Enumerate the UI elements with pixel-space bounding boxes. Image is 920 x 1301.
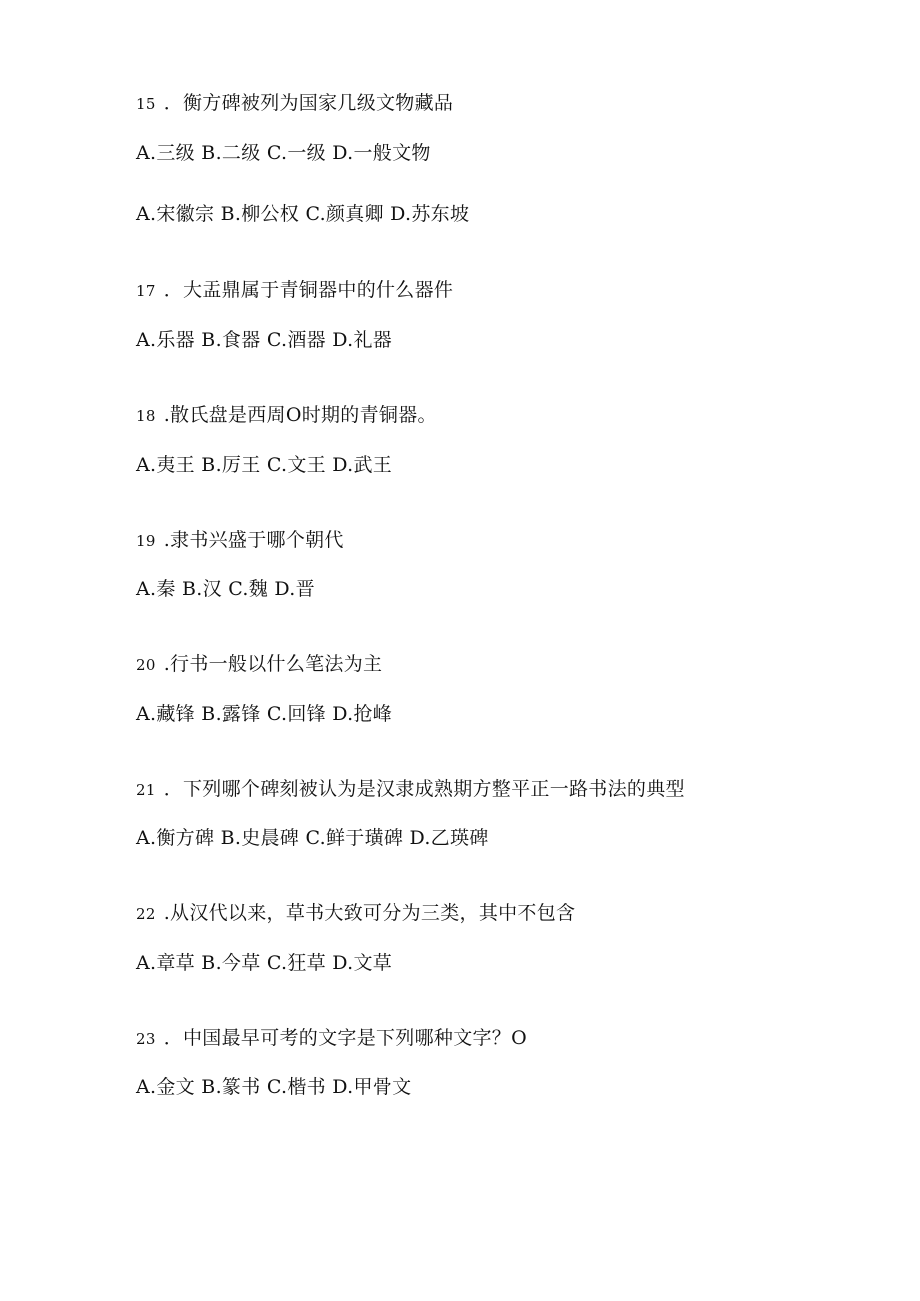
question-17 bbox=[136, 278, 453, 303]
question-number: 22 bbox=[136, 905, 156, 923]
options-text: A.金文 B.篆书 C.楷书 D.甲骨文 bbox=[136, 1076, 412, 1098]
question-20 bbox=[136, 652, 382, 677]
question-21 bbox=[136, 777, 685, 802]
question-text: .行书一般以什么笔法为主 bbox=[163, 653, 383, 675]
options-21 bbox=[136, 826, 489, 850]
question-number: 19 bbox=[136, 532, 156, 550]
question-19 bbox=[136, 528, 344, 553]
question-18 bbox=[136, 403, 437, 428]
question-text: .隶书兴盛于哪个朝代 bbox=[163, 529, 344, 551]
question-number: 15 bbox=[136, 95, 156, 113]
options-23 bbox=[136, 1075, 411, 1099]
question-text: ．衡方碑被列为国家几级文物藏品 bbox=[163, 92, 454, 114]
question-text: .从汉代以来，草书大致可分为三类，其中不包含 bbox=[163, 902, 576, 924]
options-text: A.藏锋 B.露锋 C.回锋 D.抢峰 bbox=[136, 703, 393, 725]
options-18 bbox=[136, 453, 392, 477]
options-text: A.三级 B.二级 C.一级 D.一般文物 bbox=[136, 142, 431, 164]
question-text: ．中国最早可考的文字是下列哪种文字？O bbox=[163, 1027, 527, 1049]
options-text: A.秦 B.汉 C.魏 D.晋 bbox=[136, 578, 315, 600]
options-15 bbox=[136, 141, 431, 165]
options-20 bbox=[136, 702, 392, 726]
options-text: A.衡方碑 B.史晨碑 C.鲜于璜碑 D.乙瑛碑 bbox=[136, 827, 489, 849]
question-number: 17 bbox=[136, 282, 156, 300]
options-text: A.章草 B.今草 C.狂草 D.文草 bbox=[136, 952, 393, 974]
options-text: A.乐器 B.食器 C.酒器 D.礼器 bbox=[136, 329, 393, 351]
question-number: 23 bbox=[136, 1030, 156, 1048]
question-text: ．下列哪个碑刻被认为是汉隶成熟期方整平正一路书法的典型 bbox=[163, 778, 685, 800]
question-15 bbox=[136, 91, 453, 116]
question-text: .散氏盘是西周O时期的青铜器。 bbox=[163, 404, 437, 426]
question-number: 21 bbox=[136, 781, 156, 799]
question-number: 20 bbox=[136, 656, 156, 674]
options-19 bbox=[136, 577, 315, 601]
options-17 bbox=[136, 328, 392, 352]
question-22 bbox=[136, 901, 575, 926]
options-text: A.夷王 B.厉王 C.文王 D.武王 bbox=[136, 454, 393, 476]
options-22 bbox=[136, 951, 392, 975]
options-text: A.宋徽宗 B.柳公权 C.颜真卿 D.苏东坡 bbox=[136, 203, 470, 225]
question-text: ．大盂鼎属于青铜器中的什么器件 bbox=[163, 279, 454, 301]
question-number: 18 bbox=[136, 407, 156, 425]
question-23 bbox=[136, 1026, 527, 1051]
options-16 bbox=[136, 202, 469, 226]
